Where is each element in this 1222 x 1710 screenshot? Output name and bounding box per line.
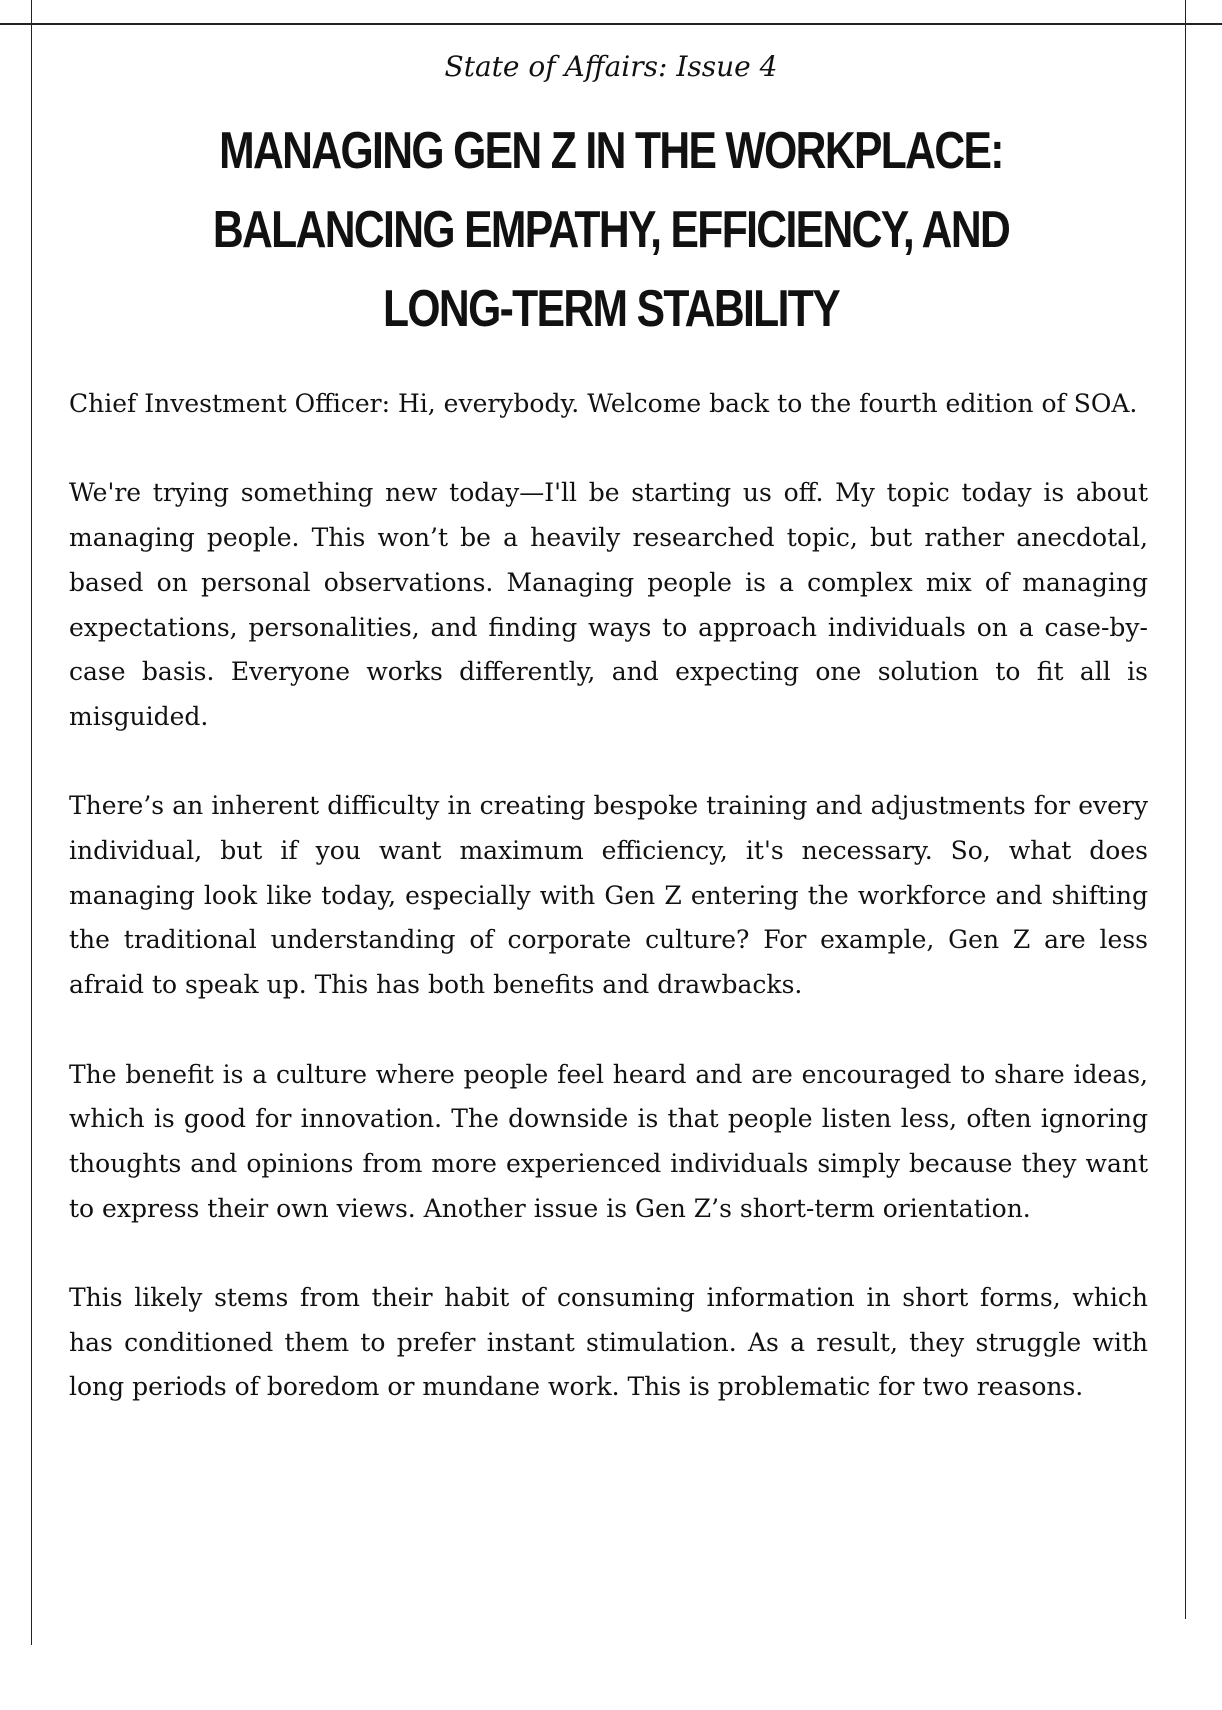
page-right-border <box>1185 0 1186 1619</box>
article-title: MANAGING GEN Z IN THE WORKPLACE: BALANCING EMPATHY, EFFICIENCY, AND LONG-TERM STABILITY <box>212 122 1010 338</box>
page-left-border <box>31 0 32 1645</box>
paragraph: This likely stems from their habit of consuming information in short forms, which has conditioned them to prefer instant stimulation. As a result, they struggle with long periods of boredom or mundane work. This is problematic for two reasons. <box>69 1283 1148 1402</box>
article-body <box>69 382 1148 1455</box>
paragraph: We're trying something new today—I'll be starting us off. My topic today is about managing people. This won’t be a heavily researched topic, but rather anecdotal, based on personal observations. Managing people is a complex mix of managing expectations, personalities, and finding ways to approach individuals on a case-by-case basis. Everyone works differently, and expecting one solution to fit all is misguided. <box>69 478 1148 731</box>
page-top-rule <box>0 23 1222 25</box>
paragraph: There’s an inherent difficulty in creating bespoke training and adjustments for every individual, but if you want maximum efficiency, it's necessary. So, what does managing look like today, especially with Gen Z entering the workforce and shifting the traditional understanding of corporate culture? For example, Gen Z are less afraid to speak up. This has both benefits and drawbacks. <box>69 791 1148 1000</box>
paragraph: Chief Investment Officer: Hi, everybody. Welcome back to the fourth edition of SOA. <box>69 389 1138 418</box>
paragraph: The benefit is a culture where people feel heard and are encouraged to share ideas, which is good for innovation. The downside is that people listen less, often ignoring thoughts and opinions from more experienced individuals simply because they want to express their own views. Another issue is Gen Z’s short-term orientation. <box>69 1059 1148 1223</box>
issue-subtitle: State of Affairs: Issue 4 <box>444 50 778 83</box>
